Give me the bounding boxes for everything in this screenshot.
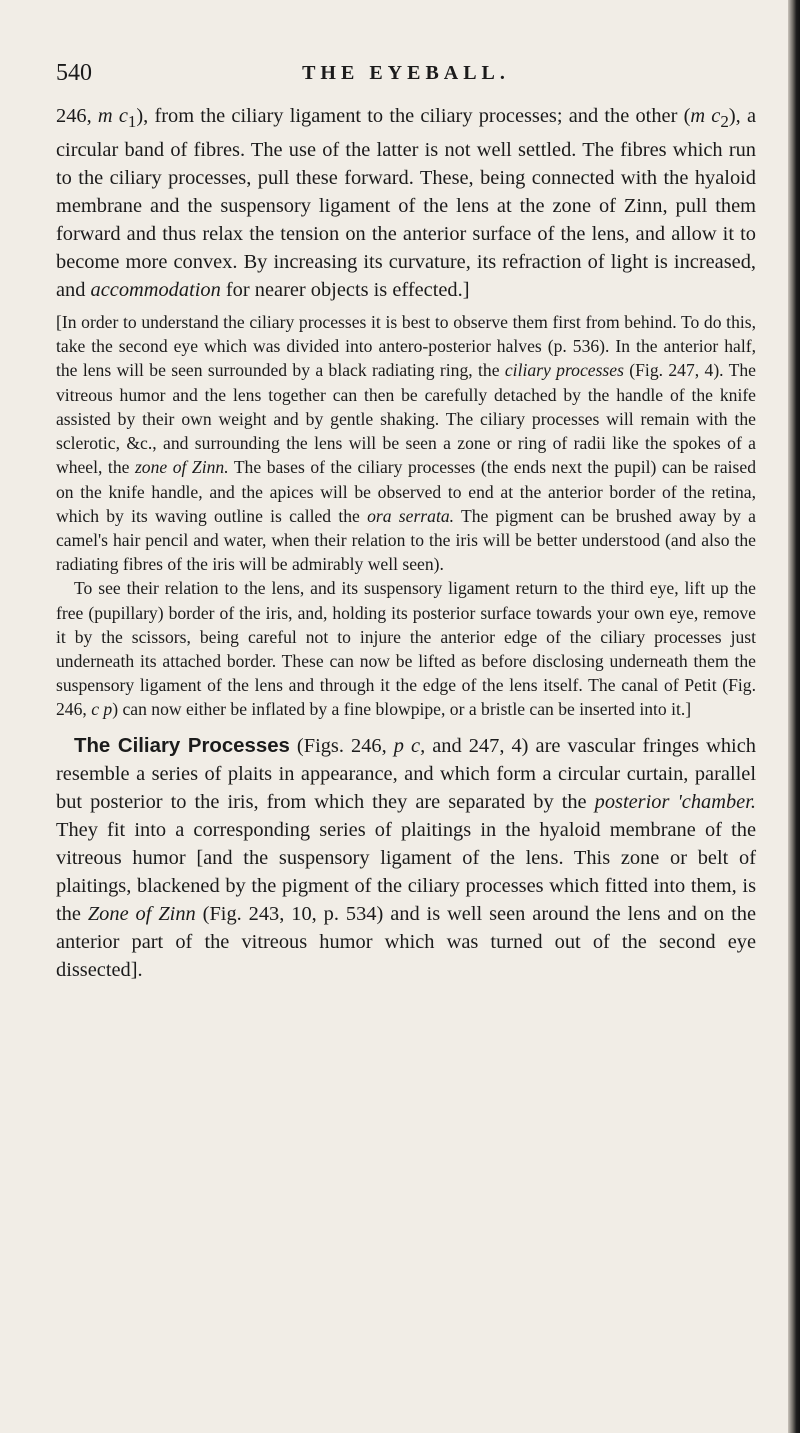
page-header <box>56 60 756 96</box>
book-page <box>56 60 756 984</box>
page-edge-shadow <box>788 0 800 1433</box>
paragraph-dissection-instructions: [In order to understand the ciliary processes it is best to observe them first from behind. To do this, take the second eye which was divided into antero-posterior halves (p. 536). In the anterior half, the lens will be seen surrounded by a black radiating ring, the ciliary processes (Fig. 247, 4). The vitreous humor and the lens together can then be carefully detached by the handle of the knife assisted by their own weight and by gentle shaking. The ciliary processes will remain with the sclerotic, &c., and surrounding the lens will be seen a zone or ring of radii like the spokes of a wheel, the zone of Zinn. The bases of the ciliary processes (the ends next the pupil) can be raised on the knife handle, and the apices will be observed to end at the anterior border of the retina, which by its waving outline is called the ora serrata. The pigment can be brushed away by a camel's hair pencil and water, when their relation to the iris will be better understood (and also the radiating fibres of the iris will be admirably well seen). <box>56 312 757 575</box>
page-number: 540 <box>56 60 92 86</box>
paragraph-lens-relation: To see their relation to the lens, and its suspensory ligament return to the third eye, lift up the free (pupillary) border of the iris, and, holding its posterior surface towards your own eye, remove it by the scissors, being careful not to injure the anterior edge of the ciliary processes just underneath its attached border. These can now be lifted as before disclosing underneath them the suspensory ligament of the lens and through it the edge of the lens itself. The canal of Petit (Fig. 246, c p) can now either be inflated by a fine blowpipe, or a bristle can be inserted into it.] <box>56 578 756 720</box>
running-head: THE EYEBALL. <box>302 62 510 84</box>
paragraph-ciliary-processes: The Ciliary Processes (Figs. 246, p c, and 247, 4) are vascular fringes which resemble a series of plaits in appearance, and which form a circular curtain, parallel but posterior to the iris, from which they are separated by the posterior 'chamber. They fit into a corresponding series of plaitings in the hyaloid membrane of the vitreous humor [and the suspensory ligament of the lens. This zone or belt of plaitings, blackened by the pigment of the ciliary processes which fitted into them, is the Zone of Zinn (Fig. 243, 10, p. 534) and is well seen around the lens and on the anterior part of the vitreous humor which was turned out of the second eye dissected]. <box>56 734 756 981</box>
section-heading: The Ciliary Processes <box>74 734 290 757</box>
paragraph-ciliary-muscle: 246, m $c_1$), from the ciliary ligament to the ciliary processes; and the other (m $c_2$), a circular band of fibres. The use of the latter is not well settled. The fibres which run to the ciliary processes, pull these forward. These, being connected with the hyaloid membrane and the suspensory ligament of the lens at the zone of Zinn, pull them forward and thus relax the tension on the anterior surface of the lens, and allow it to become more convex. By increasing its curvature, its refraction of light is increased, and accommodation for nearer objects is effected.] <box>56 105 757 302</box>
